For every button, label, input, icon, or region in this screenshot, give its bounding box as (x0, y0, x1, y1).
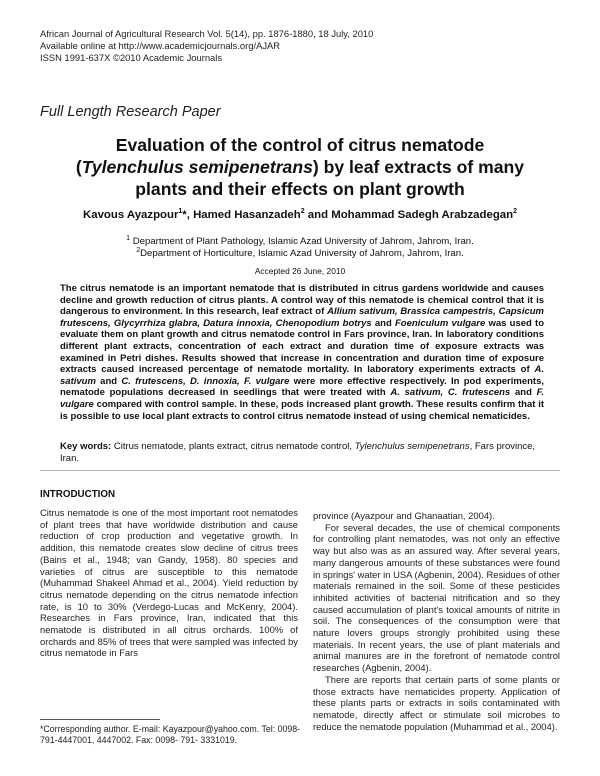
body-paragraph: province (Ayazpour and Ghanaatian, 2004). (313, 510, 495, 521)
body-column-right (313, 510, 560, 732)
author-1: Kavous Ayazpour (83, 209, 179, 221)
section-heading-introduction: INTRODUCTION (40, 489, 116, 500)
keywords-text: Citrus nematode, plants extract, citrus nematode control, (111, 441, 355, 452)
abstract-species: Allium sativum, Brassica campestris, Capsicum frutescens, Glycyrrhiza glabra, Datura innoxia, Chenopodium botrys (60, 306, 544, 329)
accepted-date: Accepted 26 June, 2010 (254, 266, 346, 276)
body-paragraph: There are reports that certain parts of some plants or those extracts have nematicides property. Application of these plants parts or extracts in soils contaminated with nematode, directly affect or stimulate soil microbes to reduce the nematode population (Muhammad et al., 2004). (313, 673, 560, 732)
affiliation-2-text: Department of Horticulture, Islamic Azad University of Jahrom, Jahrom, Iran. (140, 248, 464, 259)
paper-title (44, 134, 556, 200)
title-line-1: Evaluation of the control of citrus nematode (115, 135, 485, 155)
author-2-affil: 2 (300, 208, 305, 216)
abstract-species: F. vulgare (60, 387, 545, 410)
abstract-text: and (510, 387, 537, 399)
keywords-species: Tylenchulus semipenetrans (354, 441, 470, 452)
author-1-affil: 1 (178, 208, 183, 216)
affiliation-1 (40, 236, 560, 248)
affiliation-2-number: 2 (136, 246, 141, 254)
keywords-label: Key words: (60, 441, 112, 452)
affiliations (40, 236, 560, 260)
corresponding-mark: * (182, 209, 187, 221)
journal-citation: African Journal of Agricultural Research Vol. 5(14), pp. 1876-1880, 18 July, 2010 (40, 28, 374, 39)
keywords-text: , Fars province, Iran. (60, 441, 536, 464)
abstract-text: The citrus nematode is an important nematode that is distributed in citrus gardens worldwide and causes decline and growth reduction of citrus plants. A control way of this nematode is chemical control that it is dangerous to environment. In this research, leaf extract of (60, 283, 544, 318)
body-paragraph: For several decades, the use of chemical components for controlling plant nematodes, was not only an effective way but also was as an assured way. After several years, many dangerous amounts of these substances were found in springs' water in USA (Agbenin, 2004). Residues of other materials remained in the soil. Some of these pesticides inhibited activities of bacterial nitrification and so they caused accumulation of plant's toxical amounts of nitrite in soil. The consequences of the consumption were that nature lovers groups strongly prohibited using these materials. In recent years, the use of plant materials and animal manures are in the forefront of nematode control researches (Agbenin, 2004). (313, 521, 560, 674)
title-species: Tylenchulus semipenetrans (81, 157, 313, 177)
journal-url: Available online at http://www.academicjournals.org/AJAR (40, 40, 281, 51)
abstract-text: was used to evaluate them on plant growth and citrus nematode control in Fars province, Iran. In laboratory conditions different plant extracts, concentration of each extract and duration time of exposure extracts was examined in Petri dishes. Results showed that increase in concentration and duration time of exposure extracts caused increased percentage of nematode mortality. In laboratory experiments extracts of (60, 317, 545, 376)
journal-header (40, 28, 373, 64)
author-3: Mohammad Sadegh Arabzadegan (331, 209, 514, 221)
article-type: Full Length Research Paper (40, 104, 221, 120)
abstract-text: were more effective respectively. In pod experiments, nematode populations decreased in seedlings that were treated with (60, 375, 544, 399)
section-divider (40, 470, 560, 471)
keywords (60, 441, 544, 465)
title-paren: ( (75, 157, 82, 177)
abstract-species: A. sativum, C. frutescens (390, 387, 511, 399)
abstract-species: C. frutescens, D. innoxia, F. vulgare (121, 375, 290, 387)
abstract-text: and (95, 375, 122, 387)
abstract-text: compared with control sample. In these, pods increased plant growth. These results confirm that it is possible to use local plant extracts to control citrus nematode instead of using chemical nematicides. (60, 398, 544, 422)
body-paragraph: Citrus nematode is one of the most important root nematodes of plant trees that have worldwide distribution and cause reduction of crop production and vegetative growth. In addition, this nematode creates slow decline of citrus trees (Bains et al., 1948; van Gandy, 1958). 80 species and varieties of citrus are susceptible to this nematode (Muhammad Shakeel Ahmad et al., 2004). Yield reduction by citrus nematode depending on the citrus nematode infection rate, is 10 to 30% (Verdego-Lucas and McKenry, 2004). Researches in Fars province, Iran, indicated that this nematode is distributed in all citrus orchards. 100% of orchards and 85% of trees that were sampled was infected by citrus nematode in Fars (40, 507, 298, 659)
abstract (60, 283, 544, 422)
affiliation-2 (40, 248, 560, 260)
author-list (40, 209, 560, 221)
corresponding-author-footnote: *Corresponding author. E-mail: Kayazpour@yahoo.com. Tel: 0098-791-4447001, 4447002. Fax: 0098- 791- 3331019. (40, 724, 301, 745)
author-3-affil: 2 (513, 208, 517, 216)
title-line-2 (44, 156, 556, 178)
abstract-species: Foeniculum vulgare (394, 317, 486, 329)
body-column-left (40, 507, 298, 659)
title-line-2-rest: ) by leaf extracts of many (312, 157, 525, 177)
abstract-text: and (371, 317, 395, 329)
abstract-species: A. sativum (60, 364, 544, 387)
title-line-3: plants and their effects on plant growth (135, 179, 465, 199)
author-2: Hamed Hasanzadeh (193, 209, 301, 221)
affiliation-1-number: 1 (126, 234, 131, 242)
affiliation-1-text: Department of Plant Pathology, Islamic Azad University of Jahrom, Jahrom, Iran. (132, 236, 474, 247)
author-separator: and (304, 209, 332, 221)
journal-issn: ISSN 1991-637X ©2010 Academic Journals (40, 52, 223, 63)
footnote-divider (40, 719, 160, 720)
author-separator: , (186, 209, 194, 221)
